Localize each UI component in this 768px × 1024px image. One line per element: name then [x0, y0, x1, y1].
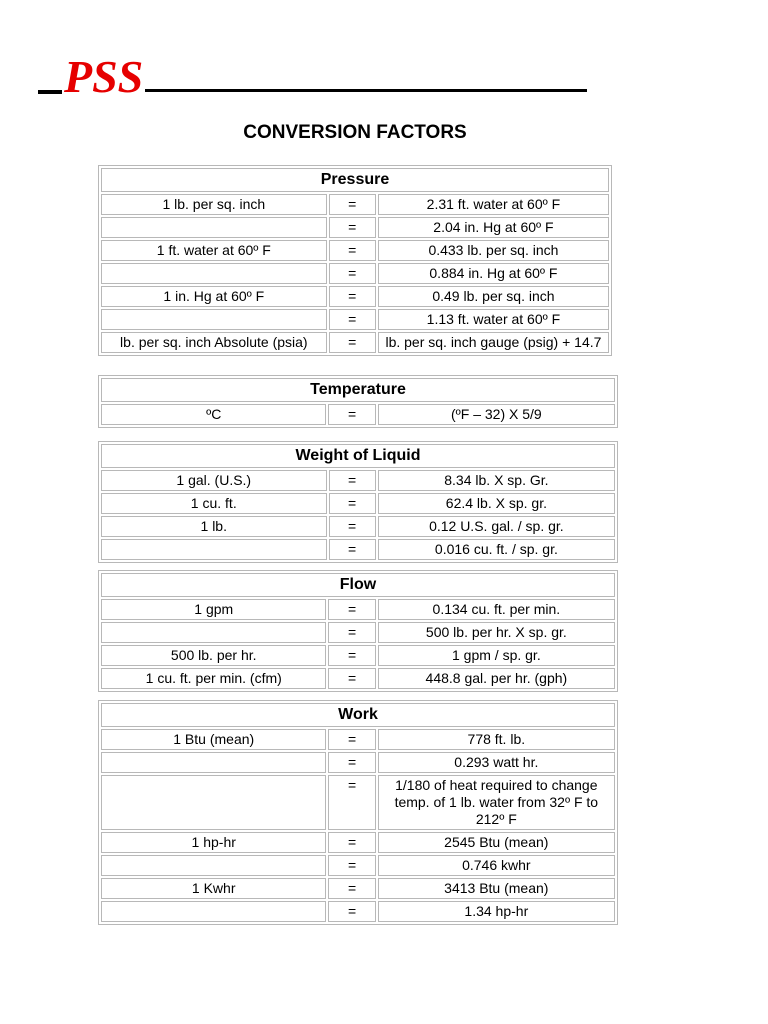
- table-row: [101, 516, 615, 537]
- company-logo: [38, 42, 618, 102]
- table-heading: Temperature: [101, 378, 615, 402]
- from-unit-cell: 1 hp-hr: [101, 832, 326, 853]
- equals-cell: =: [329, 309, 376, 330]
- table-row: [101, 194, 609, 215]
- from-unit-cell: 500 lb. per hr.: [101, 645, 326, 666]
- from-unit-cell: 1 cu. ft.: [101, 493, 327, 514]
- to-value-cell: 2545 Btu (mean): [378, 832, 615, 853]
- table-header-row: [101, 444, 615, 468]
- table-heading: Weight of Liquid: [101, 444, 615, 468]
- table-heading: Flow: [101, 573, 615, 597]
- equals-cell: =: [329, 194, 376, 215]
- header-rule: [145, 89, 587, 92]
- to-value-cell: 778 ft. lb.: [378, 729, 615, 750]
- from-unit-cell: [101, 309, 327, 330]
- from-unit-cell: 1 Btu (mean): [101, 729, 326, 750]
- equals-cell: =: [328, 622, 375, 643]
- equals-cell: =: [328, 832, 375, 853]
- to-value-cell: 1.13 ft. water at 60º F: [378, 309, 609, 330]
- table-row: [101, 878, 615, 899]
- table-row: [101, 263, 609, 284]
- equals-cell: =: [329, 286, 376, 307]
- equals-cell: =: [328, 404, 375, 425]
- flow-table-body: [101, 573, 615, 689]
- table-header-row: [101, 573, 615, 597]
- from-unit-cell: [101, 775, 326, 830]
- to-value-cell: 448.8 gal. per hr. (gph): [378, 668, 615, 689]
- equals-cell: =: [329, 332, 376, 353]
- to-value-cell: 3413 Btu (mean): [378, 878, 615, 899]
- from-unit-cell: 1 lb.: [101, 516, 327, 537]
- logo-text: PSS: [64, 51, 144, 102]
- to-value-cell: 2.04 in. Hg at 60º F: [378, 217, 609, 238]
- temperature-table-body: [101, 378, 615, 425]
- to-value-cell: 1.34 hp-hr: [378, 901, 615, 922]
- equals-cell: =: [328, 645, 375, 666]
- equals-cell: =: [329, 217, 376, 238]
- table-heading: Work: [101, 703, 615, 727]
- to-value-cell: 0.134 cu. ft. per min.: [378, 599, 615, 620]
- from-unit-cell: 1 lb. per sq. inch: [101, 194, 327, 215]
- table-row: [101, 901, 615, 922]
- to-value-cell: lb. per sq. inch gauge (psig) + 14.7: [378, 332, 609, 353]
- to-value-cell: 0.884 in. Hg at 60º F: [378, 263, 609, 284]
- logo-underscore: [38, 90, 62, 94]
- to-value-cell: 0.293 watt hr.: [378, 752, 615, 773]
- table-header-row: [101, 168, 609, 192]
- equals-cell: =: [328, 878, 375, 899]
- equals-cell: =: [329, 240, 376, 261]
- table-row: [101, 539, 615, 560]
- flow-table: [98, 570, 618, 692]
- to-value-cell: 500 lb. per hr. X sp. gr.: [378, 622, 615, 643]
- from-unit-cell: 1 Kwhr: [101, 878, 326, 899]
- from-unit-cell: 1 in. Hg at 60º F: [101, 286, 327, 307]
- equals-cell: =: [328, 901, 375, 922]
- from-unit-cell: [101, 855, 326, 876]
- work-table-body: [101, 703, 615, 922]
- to-value-cell: 62.4 lb. X sp. gr.: [378, 493, 615, 514]
- table-row: [101, 668, 615, 689]
- table-row: [101, 855, 615, 876]
- from-unit-cell: [101, 622, 326, 643]
- table-row: [101, 729, 615, 750]
- table-row: [101, 645, 615, 666]
- table-row: [101, 622, 615, 643]
- temperature-table: [98, 375, 618, 428]
- table-row: [101, 309, 609, 330]
- equals-cell: =: [328, 599, 375, 620]
- from-unit-cell: [101, 263, 327, 284]
- weight-of-liquid-table: [98, 441, 618, 563]
- equals-cell: =: [329, 493, 376, 514]
- table-row: [101, 286, 609, 307]
- table-row: [101, 240, 609, 261]
- from-unit-cell: [101, 217, 327, 238]
- table-row: [101, 832, 615, 853]
- table-heading: Pressure: [101, 168, 609, 192]
- to-value-cell: 0.49 lb. per sq. inch: [378, 286, 609, 307]
- from-unit-cell: 1 gal. (U.S.): [101, 470, 327, 491]
- equals-cell: =: [328, 855, 375, 876]
- equals-cell: =: [328, 775, 375, 830]
- from-unit-cell: 1 gpm: [101, 599, 326, 620]
- equals-cell: =: [328, 729, 375, 750]
- from-unit-cell: [101, 539, 327, 560]
- table-header-row: [101, 378, 615, 402]
- table-header-row: [101, 703, 615, 727]
- table-row: [101, 332, 609, 353]
- from-unit-cell: [101, 752, 326, 773]
- table-row: [101, 775, 615, 830]
- from-unit-cell: [101, 901, 326, 922]
- equals-cell: =: [329, 470, 376, 491]
- from-unit-cell: 1 cu. ft. per min. (cfm): [101, 668, 326, 689]
- to-value-cell: 8.34 lb. X sp. Gr.: [378, 470, 615, 491]
- equals-cell: =: [328, 668, 375, 689]
- to-value-cell: 0.746 kwhr: [378, 855, 615, 876]
- pressure-table-body: [101, 168, 609, 353]
- table-row: [101, 404, 615, 425]
- equals-cell: =: [329, 539, 376, 560]
- work-table: [98, 700, 618, 925]
- to-value-cell: 2.31 ft. water at 60º F: [378, 194, 609, 215]
- weight-table-body: [101, 444, 615, 560]
- to-value-cell: 1 gpm / sp. gr.: [378, 645, 615, 666]
- to-value-cell: 0.433 lb. per sq. inch: [378, 240, 609, 261]
- table-row: [101, 599, 615, 620]
- to-value-cell: (ºF – 32) X 5/9: [378, 404, 615, 425]
- to-value-cell: 0.016 cu. ft. / sp. gr.: [378, 539, 615, 560]
- table-row: [101, 752, 615, 773]
- equals-cell: =: [329, 516, 376, 537]
- page-title: CONVERSION FACTORS: [243, 122, 467, 143]
- equals-cell: =: [328, 752, 375, 773]
- to-value-cell: 1/180 of heat required to change temp. of 1 lb. water from 32º F to 212º F: [378, 775, 615, 830]
- table-row: [101, 470, 615, 491]
- equals-cell: =: [329, 263, 376, 284]
- from-unit-cell: 1 ft. water at 60º F: [101, 240, 327, 261]
- to-value-cell: 0.12 U.S. gal. / sp. gr.: [378, 516, 615, 537]
- from-unit-cell: ºC: [101, 404, 326, 425]
- table-row: [101, 217, 609, 238]
- from-unit-cell: lb. per sq. inch Absolute (psia): [101, 332, 327, 353]
- table-row: [101, 493, 615, 514]
- pressure-table: [98, 165, 612, 356]
